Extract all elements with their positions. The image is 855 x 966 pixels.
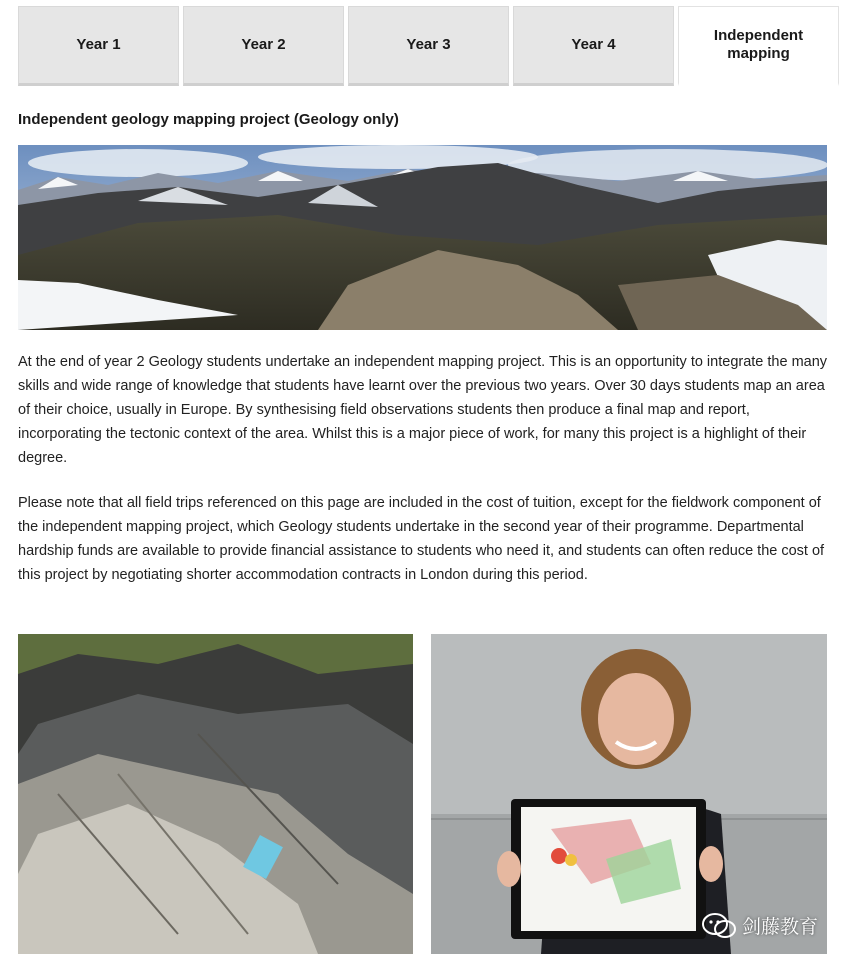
tab-year-1[interactable]: Year 1 xyxy=(18,6,179,86)
rock-outcrop-photo xyxy=(18,634,413,954)
tab-independent-mapping[interactable]: Independent mapping xyxy=(678,6,839,86)
mountain-panorama-image xyxy=(18,145,827,330)
watermark-text: 剑藤教育 xyxy=(742,917,819,938)
tab-year-4[interactable]: Year 4 xyxy=(513,6,674,86)
year-tabs xyxy=(18,6,839,86)
watermark xyxy=(702,912,818,939)
intro-paragraph: At the end of year 2 Geology students undertake an independent mapping project. This is an opportunity to integrate the many skills and wide range of knowledge that students have learnt over the previous two years. Over 30 days students map an area of their choice, usually in Europe. By synthesising field observations students then produce a final map and report, incorporating the tectonic context of the area. Whilst this is a major piece of work, for many this project is a highlight of their degree. xyxy=(18,354,828,466)
tab-year-2[interactable]: Year 2 xyxy=(183,6,344,86)
tab-year-3[interactable]: Year 3 xyxy=(348,6,509,86)
section-title: Independent geology mapping project (Geology only) xyxy=(18,111,399,128)
wechat-icon xyxy=(702,913,736,939)
cost-note-paragraph: Please note that all field trips referenced on this page are included in the cost of tuition, except for the fieldwork component of the independent mapping project, which Geology students undertake in the second year of their programme. Departmental hardship funds are available to provide financial assistance to students who need it, and students can often reduce the cost of this project by negotiating shorter accommodation contracts in London during this period. xyxy=(18,495,825,583)
student-with-map-photo xyxy=(431,634,827,954)
